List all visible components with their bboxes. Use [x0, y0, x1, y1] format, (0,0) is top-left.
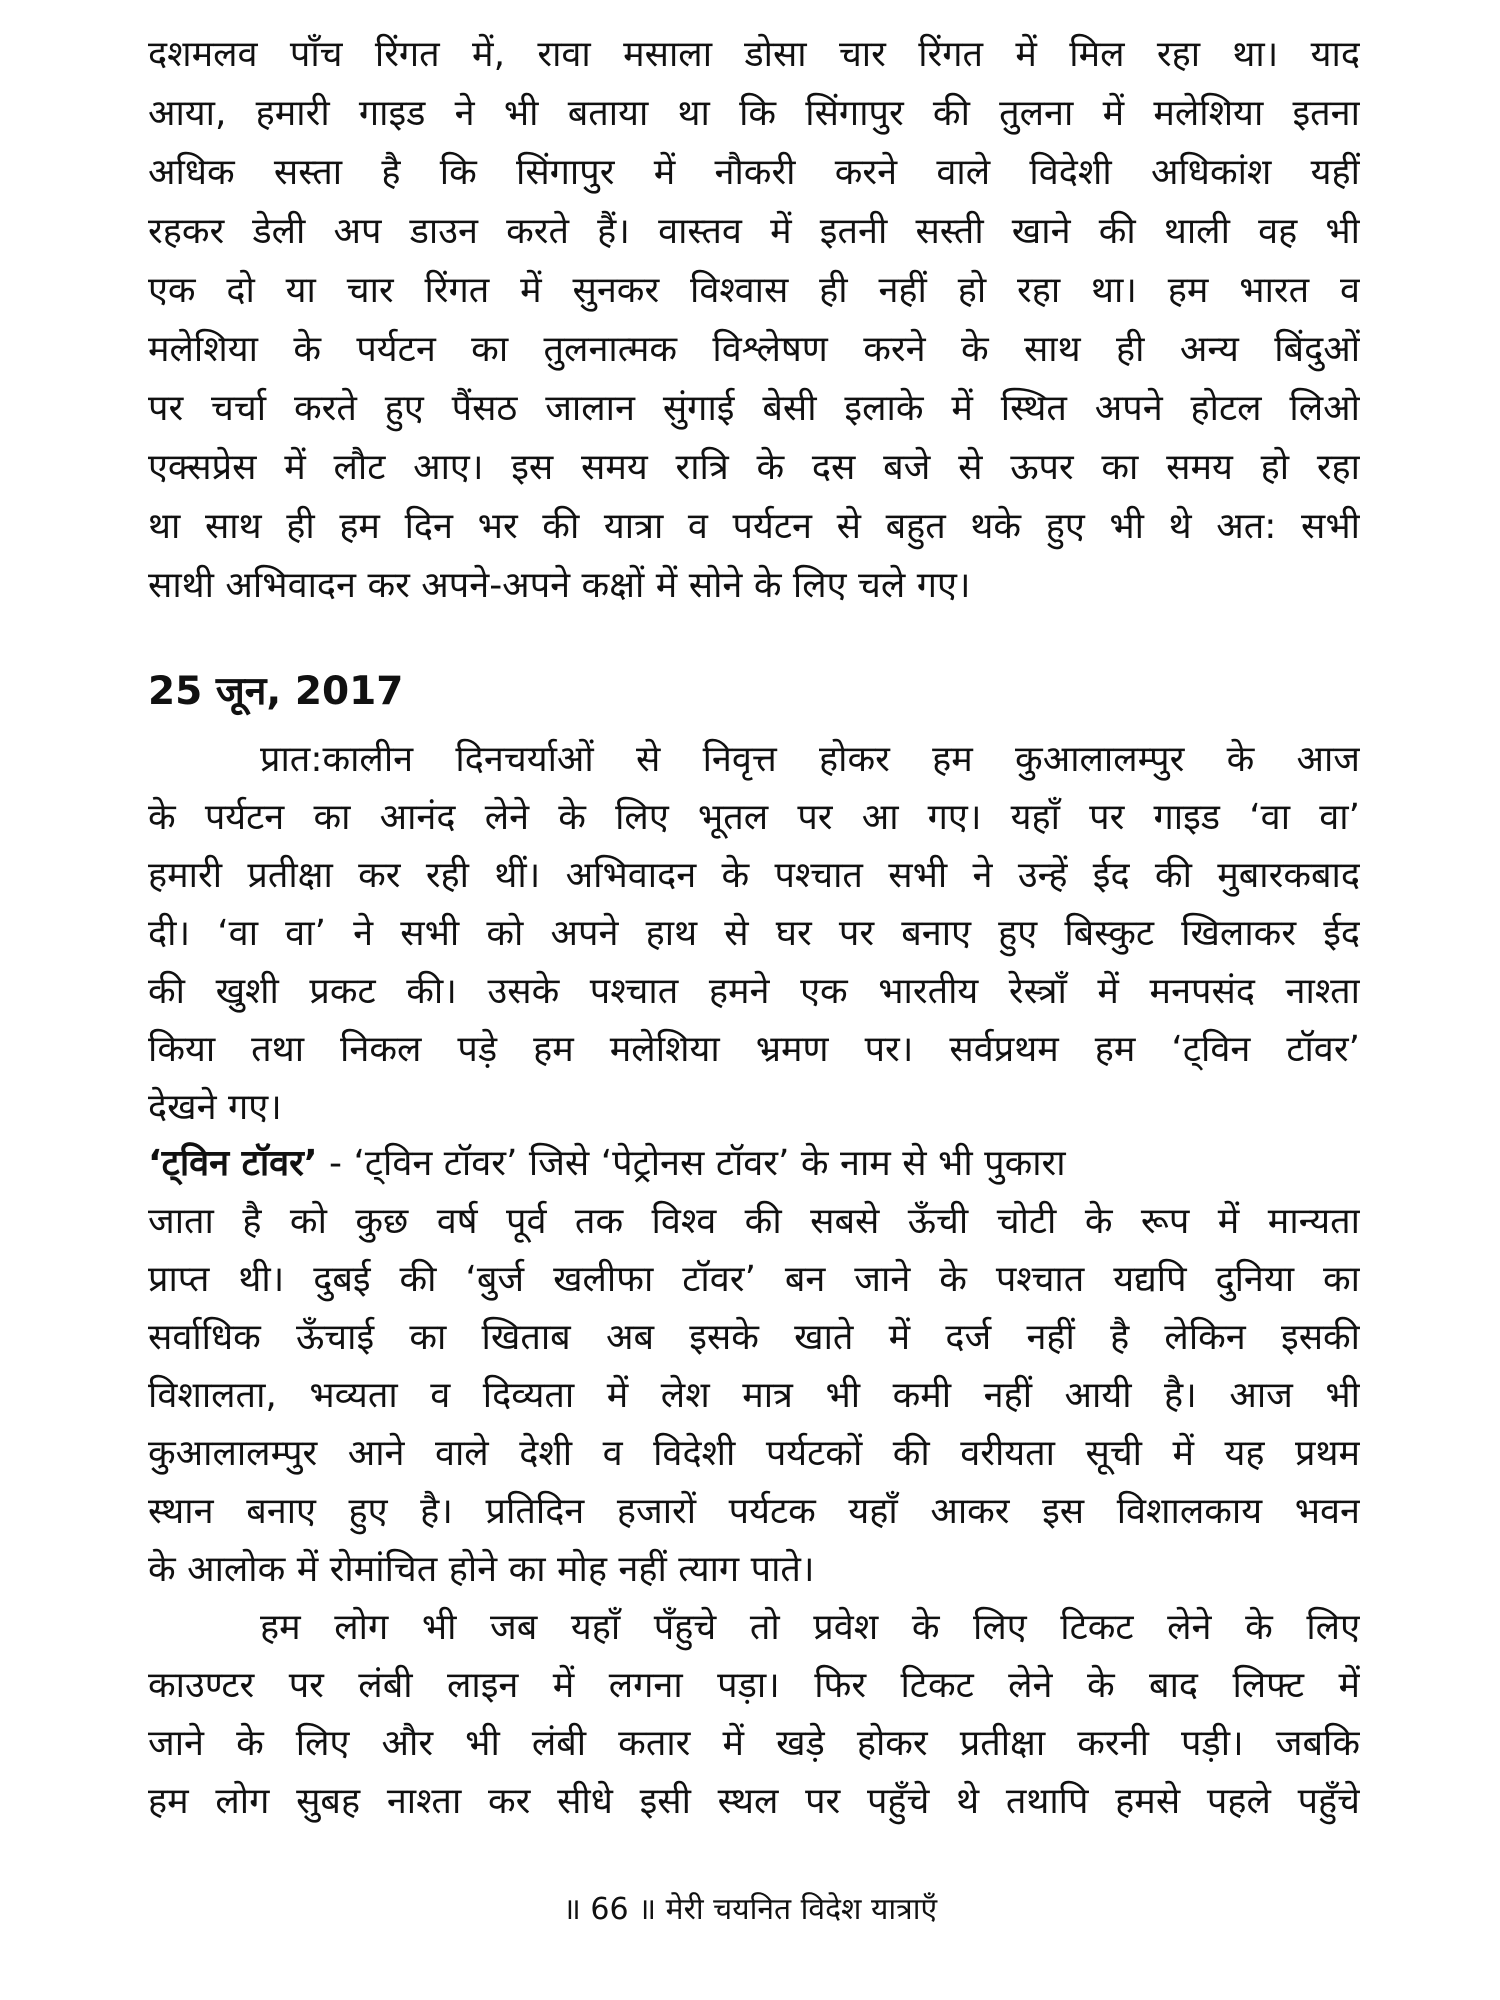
section-term: ‘ट्विन टॉवर’: [148, 1143, 318, 1184]
page-footer: ॥ 66 ॥ मेरी चयनित विदेश यात्राएँ: [562, 1892, 938, 1927]
text-line: जाने के लिए और भी लंबी कतार में खड़े होकर प्रतीक्षा करनी पड़ी। जबकि: [148, 1723, 1360, 1764]
text-line: के आलोक में रोमांचित होने का मोह नहीं त्याग पाते।: [148, 1549, 815, 1590]
text-line: दी। ‘वा वा’ ने सभी को अपने हाथ से घर पर बनाए हुए बिस्कुट खिलाकर ईद: [148, 913, 1360, 954]
text-line: के पर्यटन का आनंद लेने के लिए भूतल पर आ गए। यहाँ पर गाइड ‘वा वा’: [148, 797, 1360, 838]
text-line: एक दो या चार रिंगत में सुनकर विश्वास ही नहीं हो रहा था। हम भारत व: [148, 270, 1360, 311]
text-line: प्रात:कालीन दिनचर्याओं से निवृत्त होकर हम कुआलालम्पुर के आज: [260, 739, 1360, 780]
section-first-line-text: - ‘ट्विन टॉवर’ जिसे ‘पेट्रोनस टॉवर’ के नाम से भी पुकारा: [317, 1143, 1066, 1184]
section-first-line: [148, 1139, 1360, 1189]
text-line: सर्वाधिक ऊँचाई का खिताब अब इसके खाते में दर्ज नहीं है लेकिन इसकी: [148, 1317, 1360, 1358]
text-line: प्राप्त थी। दुबई की ‘बुर्ज खलीफा टॉवर’ बन जाने के पश्चात यद्यपि दुनिया का: [148, 1259, 1360, 1300]
text-line: स्थान बनाए हुए है। प्रतिदिन हजारों पर्यटक यहाँ आकर इस विशालकाय भवन: [148, 1491, 1360, 1532]
text-line: देखने गए।: [148, 1087, 282, 1128]
text-line: जाता है को कुछ वर्ष पूर्व तक विश्व की सबसे ऊँची चोटी के रूप में मान्यता: [148, 1201, 1360, 1242]
text-line: काउण्टर पर लंबी लाइन में लगना पड़ा। फिर टिकट लेने के बाद लिफ्ट में: [148, 1665, 1360, 1706]
text-line: कुआलालम्पुर आने वाले देशी व विदेशी पर्यटकों की वरीयता सूची में यह प्रथम: [148, 1433, 1360, 1474]
text-line: हमारी प्रतीक्षा कर रही थीं। अभिवादन के पश्चात सभी ने उन्हें ईद की मुबारकबाद: [148, 855, 1360, 896]
text-line: आया, हमारी गाइड ने भी बताया था कि सिंगापुर की तुलना में मलेशिया इतना: [148, 93, 1360, 134]
text-line: की खुशी प्रकट की। उसके पश्चात हमने एक भारतीय रेस्त्राँ में मनपसंद नाश्ता: [148, 971, 1360, 1012]
text-line: किया तथा निकल पड़े हम मलेशिया भ्रमण पर। सर्वप्रथम हम ‘ट्विन टॉवर’: [148, 1029, 1360, 1070]
text-line: हम लोग सुबह नाश्ता कर सीधे इसी स्थल पर पहुँचे थे तथापि हमसे पहले पहुँचे: [148, 1781, 1360, 1822]
text-line: था साथ ही हम दिन भर की यात्रा व पर्यटन से बहुत थके हुए भी थे अत: सभी: [148, 506, 1360, 547]
text-line: मलेशिया के पर्यटन का तुलनात्मक विश्लेषण करने के साथ ही अन्य बिंदुओं: [148, 329, 1360, 370]
text-line: हम लोग भी जब यहाँ पँहुचे तो प्रवेश के लिए टिकट लेने के लिए: [260, 1607, 1360, 1648]
text-line: अधिक सस्ता है कि सिंगापुर में नौकरी करने वाले विदेशी अधिकांश यहीं: [148, 152, 1360, 193]
text-line: दशमलव पाँच रिंगत में, रावा मसाला डोसा चार रिंगत में मिल रहा था। याद: [148, 34, 1360, 75]
text-line: विशालता, भव्यता व दिव्यता में लेश मात्र भी कमी नहीं आयी है। आज भी: [148, 1375, 1360, 1416]
date-heading: 25 जून, 2017: [148, 669, 404, 714]
text-line: रहकर डेली अप डाउन करते हैं। वास्तव में इतनी सस्ती खाने की थाली वह भी: [148, 211, 1360, 252]
text-line: पर चर्चा करते हुए पैंसठ जालान सुंगाई बेसी इलाके में स्थित अपने होटल लिओ: [148, 388, 1360, 429]
text-line: एक्सप्रेस में लौट आए। इस समय रात्रि के दस बजे से ऊपर का समय हो रहा: [148, 447, 1360, 488]
text-line: साथी अभिवादन कर अपने-अपने कक्षों में सोने के लिए चले गए।: [148, 565, 971, 606]
